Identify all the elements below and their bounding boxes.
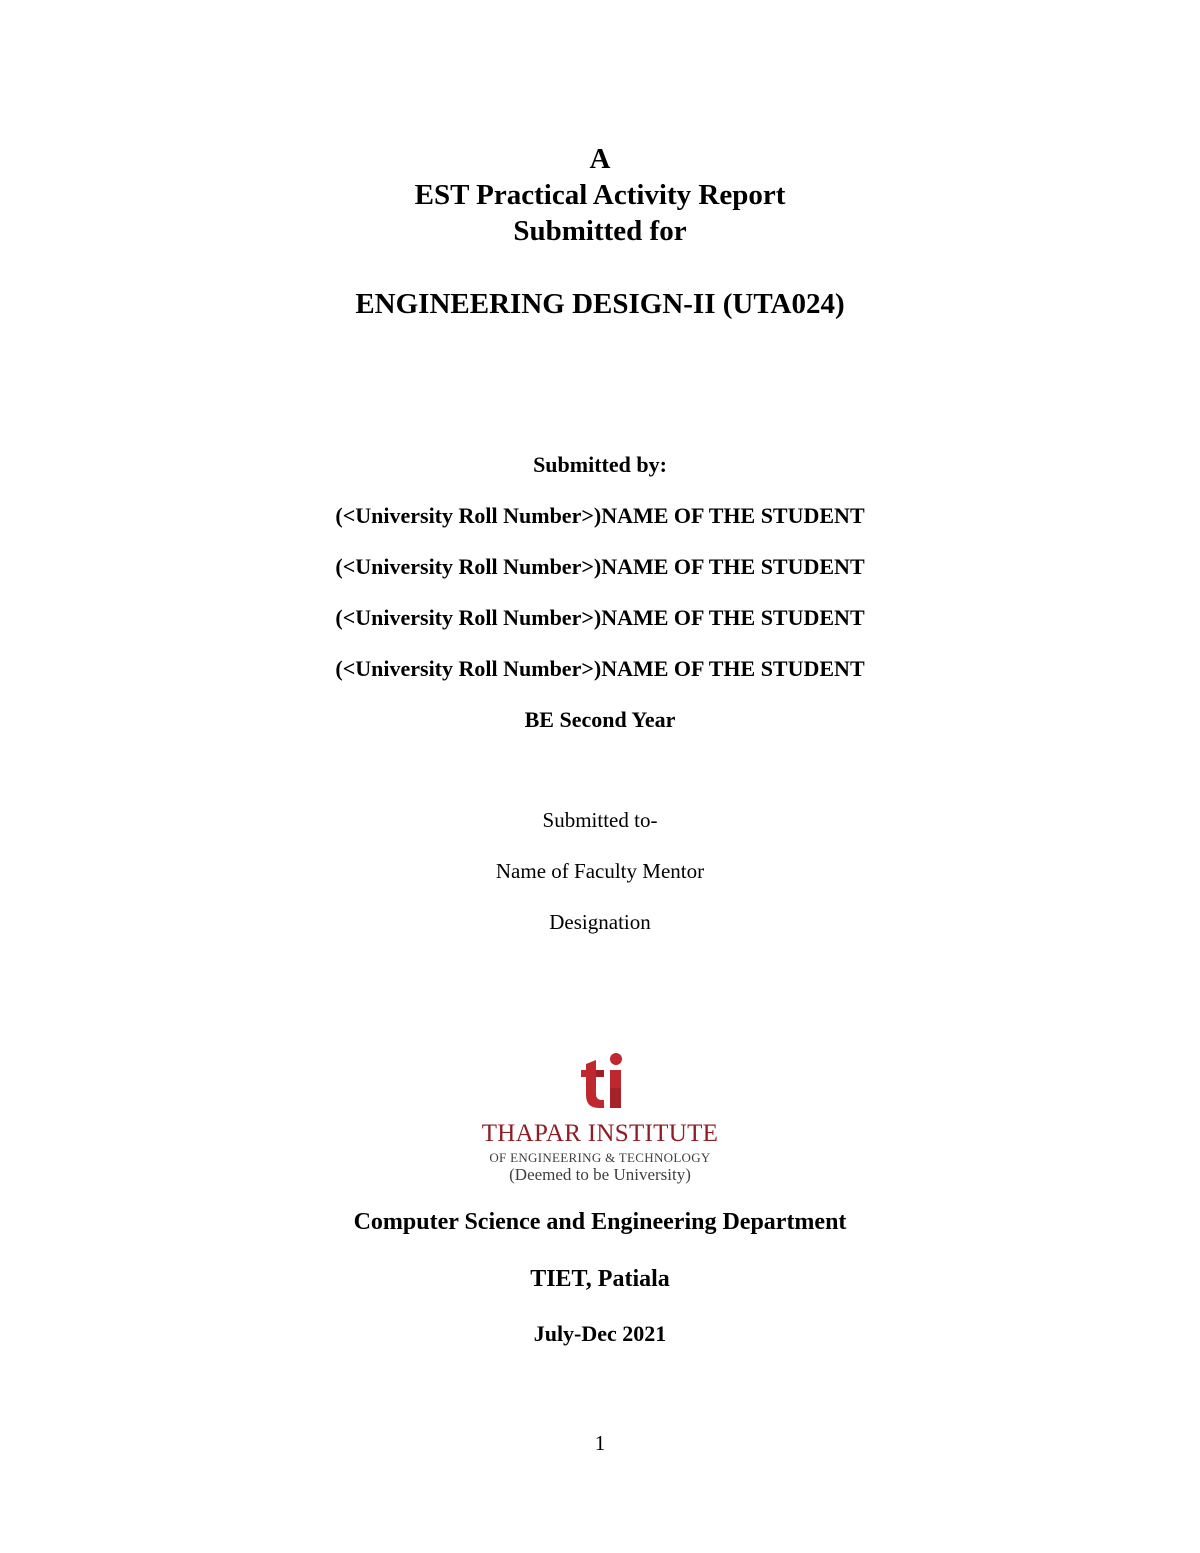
designation: Designation xyxy=(549,910,651,934)
student-line: (<University Roll Number>)NAME OF THE STUDENT xyxy=(335,656,865,681)
submitted-for: Submitted for xyxy=(513,215,687,247)
submitted-to-label: Submitted to- xyxy=(542,808,658,832)
institute-logo xyxy=(440,1050,760,1190)
student-line: (<University Roll Number>)NAME OF THE STUDENT xyxy=(335,554,865,579)
student-line: (<University Roll Number>)NAME OF THE STUDENT xyxy=(335,605,865,630)
course-title: ENGINEERING DESIGN-II (UTA024) xyxy=(355,288,845,320)
faculty-mentor: Name of Faculty Mentor xyxy=(495,859,705,883)
logo-deemed: (Deemed to be University) xyxy=(509,1165,691,1184)
submitted-by-label: Submitted by: xyxy=(533,452,667,477)
ti-logo-mark-icon xyxy=(580,1050,628,1114)
location: TIET, Patiala xyxy=(530,1266,670,1292)
report-title: EST Practical Activity Report xyxy=(414,179,786,211)
logo-subtitle: OF ENGINEERING & TECHNOLOGY xyxy=(489,1150,711,1165)
department: Computer Science and Engineering Department xyxy=(353,1209,847,1235)
year-label: BE Second Year xyxy=(524,707,676,732)
logo-institute-name: THAPAR INSTITUTE xyxy=(481,1120,719,1147)
title-a: A xyxy=(589,143,611,175)
page-number: 1 xyxy=(594,1431,606,1455)
session: July-Dec 2021 xyxy=(533,1321,667,1346)
student-line: (<University Roll Number>)NAME OF THE STUDENT xyxy=(335,503,865,528)
